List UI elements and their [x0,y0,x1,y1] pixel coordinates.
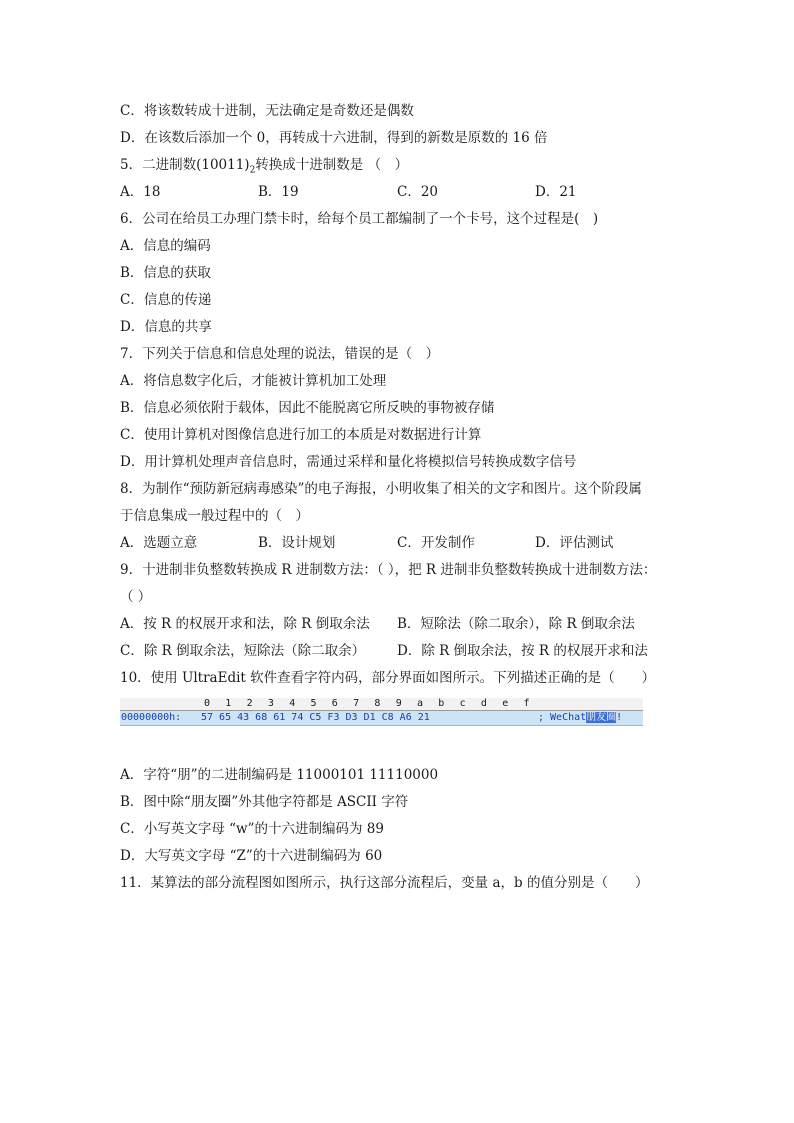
ultraedit-hex-view [120,698,643,726]
q9-option-b: B．短除法（除二取余），除 R 倒取余法 [397,616,635,632]
hex-column-label: 2 [246,698,253,709]
hex-address: 00000000h: [121,712,182,723]
q8-stem-line2: 于信息集成一般过程中的（ ） [120,508,309,524]
hex-column-label: 9 [395,698,402,709]
hex-column-label: d [480,698,487,709]
hex-column-label: 8 [374,698,381,709]
q7-option-a: A．将信息数字化后，才能被计算机加工处理 [120,373,387,389]
q7-option-d: D．用计算机处理声音信息时，需通过采样和量化将模拟信号转换成数字信号 [120,454,577,470]
hex-data-row [120,711,643,726]
q4-option-c: C．将该数转成十进制，无法确定是奇数还是偶数 [120,103,414,119]
hex-text-column [538,711,622,725]
q5-stem-post: 转换成十进制数是 （ ） [255,157,409,173]
hex-column-label: f [523,698,530,709]
hex-text-post: ! [616,712,623,723]
q6-option-a: A．信息的编码 [120,238,211,254]
q7-stem: 7．下列关于信息和信息处理的说法，错误的是（ ） [120,346,440,362]
hex-column-label: 3 [267,698,274,709]
q10-option-d: D．大写英文字母 “Z”的十六进制编码为 60 [120,848,383,864]
q11-stem: 11．某算法的部分流程图如图所示，执行这部分流程后，变量 a，b 的值分别是（ ） [120,875,649,891]
q5-option-d: D．21 [535,184,577,200]
q6-option-c: C．信息的传递 [120,292,212,308]
hex-column-header [120,698,643,711]
q10-option-a: A．字符“朋”的二进制编码是 11000101 11110000 [120,767,439,783]
q5-stem-subscript: 2 [249,165,256,176]
q5-stem [120,156,408,180]
q10-option-b: B．图中除“朋友圈”外其他字符都是 ASCII 字符 [120,794,409,810]
hex-text-pre: ; WeChat [538,712,587,723]
q5-option-b: B．19 [258,184,299,200]
q5-option-a: A．18 [120,184,161,200]
q10-stem: 10．使用 UltraEdit 软件查看字符内码，部分界面如图所示。下列描述正确的是（ ） [120,670,656,686]
q9-option-d: D．除 R 倒取余法，按 R 的权展开求和法 [397,643,648,659]
q7-option-c: C．使用计算机对图像信息进行加工的本质是对数据进行计算 [120,427,482,443]
q7-option-b: B．信息必须依附于载体，因此不能脱离它所反映的事物被存储 [120,400,495,416]
q8-option-b: B．设计规划 [258,535,336,551]
hex-bytes: 57 65 43 68 61 74 C5 F3 D3 D1 C8 A6 21 [201,712,430,723]
hex-column-label: a [417,698,424,709]
q6-option-b: B．信息的获取 [120,265,211,281]
q9-stem-line2: （ ） [120,589,152,605]
q5-stem-pre: 5．二进制数(10011) [120,157,250,173]
q9-option-c: C．除 R 倒取余法，短除法（除二取余） [120,643,366,659]
hex-column-label: c [459,698,466,709]
q6-option-d: D．信息的共享 [120,319,212,335]
hex-column-label: b [438,698,445,709]
hex-column-label: 5 [310,698,317,709]
q8-stem-line1: 8．为制作“预防新冠病毒感染”的电子海报，小明收集了相关的文字和图片。这个阶段属 [120,481,642,497]
hex-text-highlight: 朋友圈 [586,712,617,723]
q8-option-c: C．开发制作 [397,535,475,551]
hex-column-label: 4 [289,698,296,709]
q8-option-a: A．选题立意 [120,535,198,551]
q4-option-d: D．在该数后添加一个 0，再转成十六进制，得到的新数是原数的 16 倍 [120,130,548,146]
hex-column-label: 6 [331,698,338,709]
hex-column-label: 7 [353,698,360,709]
q10-option-c: C．小写英文字母 “w”的十六进制编码为 89 [120,821,384,837]
q6-stem: 6．公司在给员工办理门禁卡时，给每个员工都编制了一个卡号，这个过程是( ) [120,211,599,227]
q9-stem-line1: 9．十进制非负整数转换成 R 进制数方法：（ ），把 R 进制非负整数转换成十进制数方法： [120,562,657,578]
q8-option-d: D．评估测试 [535,535,614,551]
hex-column-label: e [502,698,509,709]
hex-column-label: 0 [204,698,211,709]
q5-option-c: C．20 [397,184,439,200]
q9-option-a: A．按 R 的权展开求和法，除 R 倒取余法 [120,616,370,632]
hex-column-label: 1 [225,698,232,709]
